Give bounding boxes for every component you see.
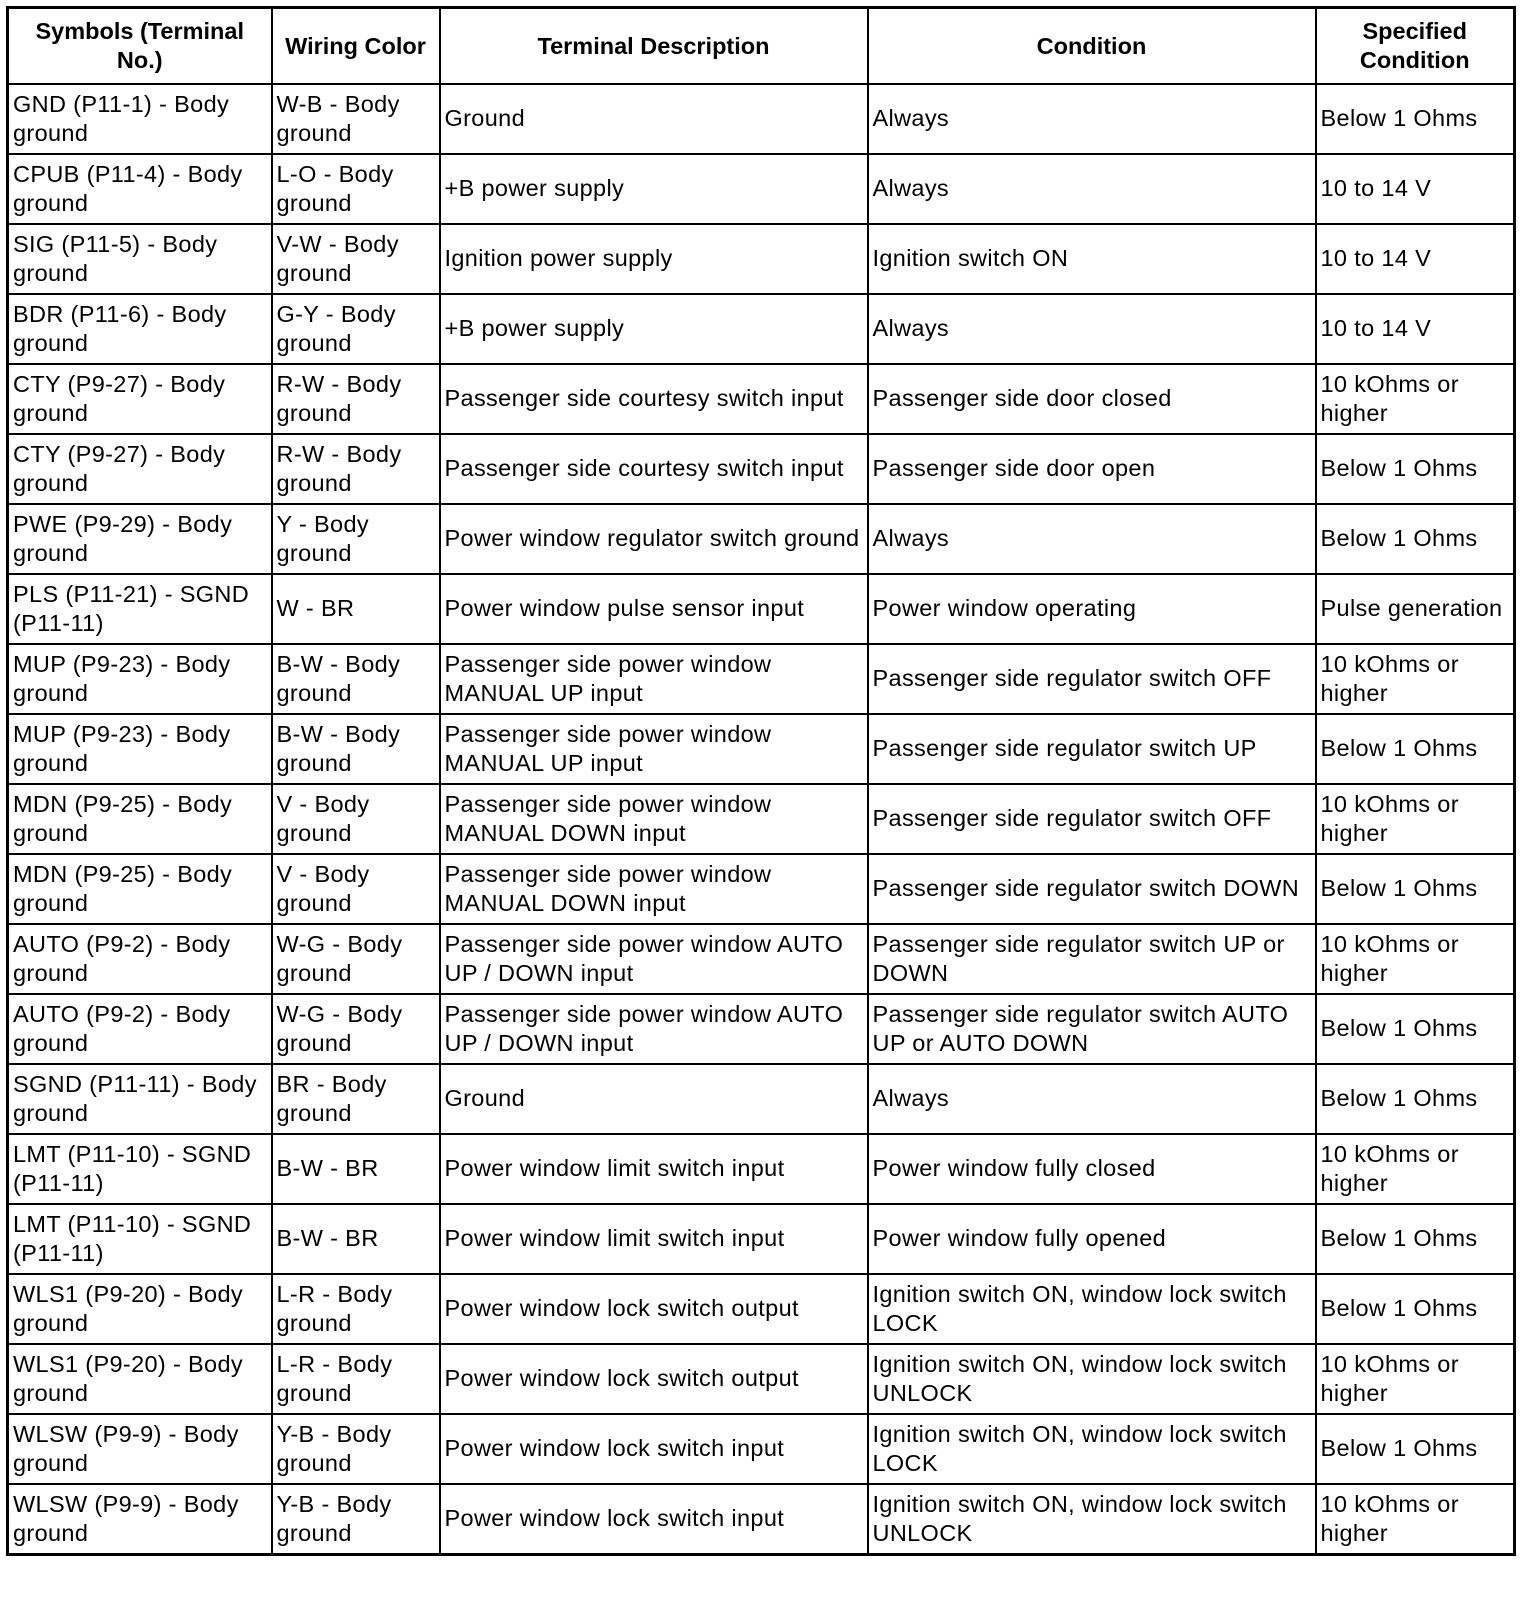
wiring-color-cell: L-R - Body ground <box>272 1274 440 1344</box>
symbol-cell: PWE (P9-29) - Body ground <box>8 504 272 574</box>
wiring-color-cell: R-W - Body ground <box>272 364 440 434</box>
symbol-cell: MDN (P9-25) - Body ground <box>8 854 272 924</box>
table-row <box>8 84 1515 154</box>
terminal-description-cell: Passenger side courtesy switch input <box>440 364 868 434</box>
header-symbols: Symbols (Terminal No.) <box>8 8 272 85</box>
wiring-color-cell: B-W - Body ground <box>272 644 440 714</box>
specified-condition-cell: 10 kOhms or higher <box>1316 1344 1515 1414</box>
header-wiring-color: Wiring Color <box>272 8 440 85</box>
table-row <box>8 714 1515 784</box>
symbol-cell: PLS (P11-21) - SGND (P11-11) <box>8 574 272 644</box>
terminal-description-cell: Passenger side courtesy switch input <box>440 434 868 504</box>
condition-cell: Always <box>868 504 1316 574</box>
table-row <box>8 504 1515 574</box>
table-row <box>8 1274 1515 1344</box>
terminal-description-cell: Passenger side power window AUTO UP / DOWN input <box>440 924 868 994</box>
condition-cell: Passenger side regulator switch OFF <box>868 784 1316 854</box>
condition-cell: Passenger side regulator switch DOWN <box>868 854 1316 924</box>
wiring-color-cell: Y-B - Body ground <box>272 1484 440 1555</box>
terminal-description-cell: Passenger side power window MANUAL UP input <box>440 714 868 784</box>
table-row <box>8 224 1515 294</box>
terminal-description-cell: +B power supply <box>440 154 868 224</box>
terminal-description-cell: Passenger side power window MANUAL DOWN input <box>440 854 868 924</box>
specified-condition-cell: Below 1 Ohms <box>1316 854 1515 924</box>
wiring-color-cell: V - Body ground <box>272 784 440 854</box>
condition-cell: Ignition switch ON, window lock switch UNLOCK <box>868 1484 1316 1555</box>
table-row <box>8 644 1515 714</box>
symbol-cell: CPUB (P11-4) - Body ground <box>8 154 272 224</box>
table-row <box>8 294 1515 364</box>
table-row <box>8 154 1515 224</box>
condition-cell: Power window operating <box>868 574 1316 644</box>
specified-condition-cell: Below 1 Ohms <box>1316 1064 1515 1134</box>
symbol-cell: CTY (P9-27) - Body ground <box>8 434 272 504</box>
condition-cell: Ignition switch ON, window lock switch UNLOCK <box>868 1344 1316 1414</box>
terminal-description-cell: Power window limit switch input <box>440 1204 868 1274</box>
condition-cell: Passenger side regulator switch UP or DOWN <box>868 924 1316 994</box>
symbol-cell: SIG (P11-5) - Body ground <box>8 224 272 294</box>
wiring-color-cell: W-G - Body ground <box>272 994 440 1064</box>
terminal-description-cell: Passenger side power window MANUAL UP input <box>440 644 868 714</box>
specified-condition-cell: 10 kOhms or higher <box>1316 1484 1515 1555</box>
specified-condition-cell: 10 to 14 V <box>1316 154 1515 224</box>
symbol-cell: CTY (P9-27) - Body ground <box>8 364 272 434</box>
specified-condition-cell: Below 1 Ohms <box>1316 1204 1515 1274</box>
specified-condition-cell: Below 1 Ohms <box>1316 504 1515 574</box>
specified-condition-cell: 10 kOhms or higher <box>1316 644 1515 714</box>
wiring-color-cell: W-G - Body ground <box>272 924 440 994</box>
specified-condition-cell: Below 1 Ohms <box>1316 1274 1515 1344</box>
wiring-color-cell: V - Body ground <box>272 854 440 924</box>
terminal-description-cell: Power window regulator switch ground <box>440 504 868 574</box>
symbol-cell: WLS1 (P9-20) - Body ground <box>8 1344 272 1414</box>
table-row <box>8 1204 1515 1274</box>
wiring-color-cell: B-W - BR <box>272 1204 440 1274</box>
specified-condition-cell: Below 1 Ohms <box>1316 434 1515 504</box>
terminal-description-cell: Power window lock switch input <box>440 1414 868 1484</box>
header-condition: Condition <box>868 8 1316 85</box>
specified-condition-cell: 10 to 14 V <box>1316 224 1515 294</box>
symbol-cell: WLS1 (P9-20) - Body ground <box>8 1274 272 1344</box>
specified-condition-cell: 10 kOhms or higher <box>1316 1134 1515 1204</box>
condition-cell: Always <box>868 84 1316 154</box>
terminal-spec-table <box>6 6 1516 1556</box>
terminal-description-cell: Power window lock switch output <box>440 1344 868 1414</box>
terminal-description-cell: +B power supply <box>440 294 868 364</box>
wiring-color-cell: L-O - Body ground <box>272 154 440 224</box>
symbol-cell: MUP (P9-23) - Body ground <box>8 644 272 714</box>
table-row <box>8 924 1515 994</box>
specified-condition-cell: Pulse generation <box>1316 574 1515 644</box>
specified-condition-cell: Below 1 Ohms <box>1316 84 1515 154</box>
terminal-description-cell: Power window lock switch output <box>440 1274 868 1344</box>
terminal-description-cell: Ground <box>440 84 868 154</box>
terminal-description-cell: Passenger side power window MANUAL DOWN input <box>440 784 868 854</box>
symbol-cell: AUTO (P9-2) - Body ground <box>8 924 272 994</box>
wiring-color-cell: R-W - Body ground <box>272 434 440 504</box>
symbol-cell: BDR (P11-6) - Body ground <box>8 294 272 364</box>
terminal-description-cell: Passenger side power window AUTO UP / DOWN input <box>440 994 868 1064</box>
condition-cell: Passenger side door closed <box>868 364 1316 434</box>
table-row <box>8 1414 1515 1484</box>
wiring-color-cell: B-W - BR <box>272 1134 440 1204</box>
table-row <box>8 1134 1515 1204</box>
symbol-cell: WLSW (P9-9) - Body ground <box>8 1414 272 1484</box>
symbol-cell: AUTO (P9-2) - Body ground <box>8 994 272 1064</box>
condition-cell: Ignition switch ON <box>868 224 1316 294</box>
wiring-color-cell: W - BR <box>272 574 440 644</box>
table-row <box>8 364 1515 434</box>
condition-cell: Passenger side door open <box>868 434 1316 504</box>
wiring-color-cell: BR - Body ground <box>272 1064 440 1134</box>
condition-cell: Power window fully opened <box>868 1204 1316 1274</box>
condition-cell: Always <box>868 1064 1316 1134</box>
table-row <box>8 994 1515 1064</box>
condition-cell: Passenger side regulator switch AUTO UP or AUTO DOWN <box>868 994 1316 1064</box>
wiring-color-cell: G-Y - Body ground <box>272 294 440 364</box>
table-row <box>8 1064 1515 1134</box>
condition-cell: Passenger side regulator switch UP <box>868 714 1316 784</box>
symbol-cell: MUP (P9-23) - Body ground <box>8 714 272 784</box>
table-row <box>8 1344 1515 1414</box>
terminal-description-cell: Power window pulse sensor input <box>440 574 868 644</box>
specified-condition-cell: Below 1 Ohms <box>1316 714 1515 784</box>
wiring-color-cell: Y - Body ground <box>272 504 440 574</box>
table-header <box>8 8 1515 85</box>
table-row <box>8 784 1515 854</box>
header-terminal-description: Terminal Description <box>440 8 868 85</box>
symbol-cell: WLSW (P9-9) - Body ground <box>8 1484 272 1555</box>
table-row <box>8 854 1515 924</box>
condition-cell: Passenger side regulator switch OFF <box>868 644 1316 714</box>
specified-condition-cell: Below 1 Ohms <box>1316 1414 1515 1484</box>
symbol-cell: LMT (P11-10) - SGND (P11-11) <box>8 1204 272 1274</box>
condition-cell: Power window fully closed <box>868 1134 1316 1204</box>
wiring-color-cell: L-R - Body ground <box>272 1344 440 1414</box>
terminal-description-cell: Ignition power supply <box>440 224 868 294</box>
table-row <box>8 1484 1515 1555</box>
condition-cell: Always <box>868 154 1316 224</box>
symbol-cell: LMT (P11-10) - SGND (P11-11) <box>8 1134 272 1204</box>
header-specified-condition: Specified Condition <box>1316 8 1515 85</box>
symbol-cell: GND (P11-1) - Body ground <box>8 84 272 154</box>
wiring-color-cell: Y-B - Body ground <box>272 1414 440 1484</box>
condition-cell: Ignition switch ON, window lock switch LOCK <box>868 1274 1316 1344</box>
table-row <box>8 574 1515 644</box>
specified-condition-cell: Below 1 Ohms <box>1316 994 1515 1064</box>
specified-condition-cell: 10 to 14 V <box>1316 294 1515 364</box>
wiring-color-cell: W-B - Body ground <box>272 84 440 154</box>
symbol-cell: SGND (P11-11) - Body ground <box>8 1064 272 1134</box>
terminal-description-cell: Ground <box>440 1064 868 1134</box>
condition-cell: Ignition switch ON, window lock switch LOCK <box>868 1414 1316 1484</box>
table-body <box>8 84 1515 1555</box>
terminal-description-cell: Power window limit switch input <box>440 1134 868 1204</box>
condition-cell: Always <box>868 294 1316 364</box>
wiring-color-cell: B-W - Body ground <box>272 714 440 784</box>
table-row <box>8 434 1515 504</box>
specified-condition-cell: 10 kOhms or higher <box>1316 364 1515 434</box>
header-row <box>8 8 1515 85</box>
specified-condition-cell: 10 kOhms or higher <box>1316 924 1515 994</box>
specified-condition-cell: 10 kOhms or higher <box>1316 784 1515 854</box>
wiring-color-cell: V-W - Body ground <box>272 224 440 294</box>
terminal-description-cell: Power window lock switch input <box>440 1484 868 1555</box>
symbol-cell: MDN (P9-25) - Body ground <box>8 784 272 854</box>
